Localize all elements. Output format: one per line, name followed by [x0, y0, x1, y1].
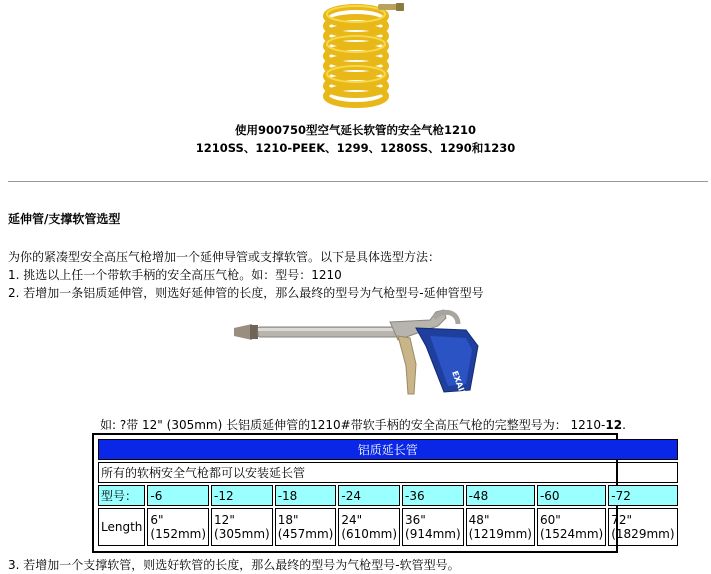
- length-row: [98, 508, 678, 546]
- model-cell: -12: [211, 485, 273, 506]
- length-cell: [608, 508, 677, 546]
- length-mm: (457mm): [277, 527, 334, 541]
- length-inches: 48": [468, 513, 490, 527]
- step-1-text: 1. 挑选以上任一个带软手柄的安全高压气枪。如：型号：1210: [8, 268, 342, 282]
- step-2-text: 2. 若增加一条铝质延伸管，则选好延伸管的长度，那么最终的型号为气枪型号-延伸管型号: [8, 286, 484, 300]
- model-cell: -24: [338, 485, 400, 506]
- length-mm: (1524mm): [539, 527, 604, 541]
- model-cell: -48: [466, 485, 535, 506]
- length-mm: (1219mm): [468, 527, 532, 541]
- length-cell: [147, 508, 209, 546]
- length-mm: (305mm): [214, 527, 270, 541]
- length-mm: (1829mm): [611, 527, 675, 541]
- image-caption-line-1: 使用900750型空气延长软管的安全气枪1210: [234, 123, 476, 137]
- image-caption-line-2: 1210SS、1210-PEEK、1299、1280SS、1290和1230: [195, 141, 516, 155]
- model-cell: -60: [537, 485, 606, 506]
- intro-paragraph: 为你的紧凑型安全高压气枪增加一个延伸导管或支撑软管。以下是具体选型方法：: [8, 250, 441, 264]
- length-inches: 24": [341, 513, 363, 527]
- model-cell: -36: [402, 485, 464, 506]
- table-title: 铝质延长管: [98, 439, 678, 460]
- length-inches: 6": [150, 513, 164, 527]
- step-3-text: 3. 若增加一个支撑软管，则选好软管的长度，那么最终的型号为气枪型号-软管型号。: [8, 558, 460, 572]
- length-cell: [211, 508, 273, 546]
- svg-text:EXAIR: EXAIR: [450, 369, 468, 399]
- coiled-hose-image: [310, 0, 406, 112]
- length-inches: 18": [277, 513, 299, 527]
- safety-air-gun-image: [230, 306, 485, 406]
- model-label: 型号：: [98, 485, 145, 506]
- length-cell: [338, 508, 400, 546]
- model-row: [98, 485, 678, 506]
- example-text: [100, 416, 626, 433]
- divider: [8, 181, 708, 182]
- length-mm: (914mm): [405, 527, 461, 541]
- example-prefix: 如: ?带 12" (305mm) 长铝质延伸管的1210#带软手柄的安全高压气枪的完整型号为： 1210-: [100, 418, 606, 432]
- model-cell: -6: [147, 485, 209, 506]
- table-note: 所有的软柄安全气枪都可以安装延长管: [98, 462, 678, 483]
- extension-tube-table: [92, 433, 675, 553]
- length-cell: [537, 508, 606, 546]
- length-label: Length: [98, 508, 145, 546]
- model-cell: -72: [608, 485, 677, 506]
- length-inches: 72": [611, 513, 633, 527]
- length-inches: 12": [214, 513, 235, 527]
- length-cell: [275, 508, 337, 546]
- length-mm: (152mm): [150, 527, 207, 541]
- model-cell: -18: [275, 485, 337, 506]
- length-cell: [402, 508, 464, 546]
- length-cell: [466, 508, 535, 546]
- example-suffix: .: [622, 418, 626, 432]
- length-mm: (610mm): [341, 527, 398, 541]
- example-bold-number: 12: [605, 418, 623, 432]
- section-heading: 延伸管/支撑软管选型: [8, 212, 121, 226]
- length-inches: 60": [539, 513, 561, 527]
- length-inches: 36": [405, 513, 426, 527]
